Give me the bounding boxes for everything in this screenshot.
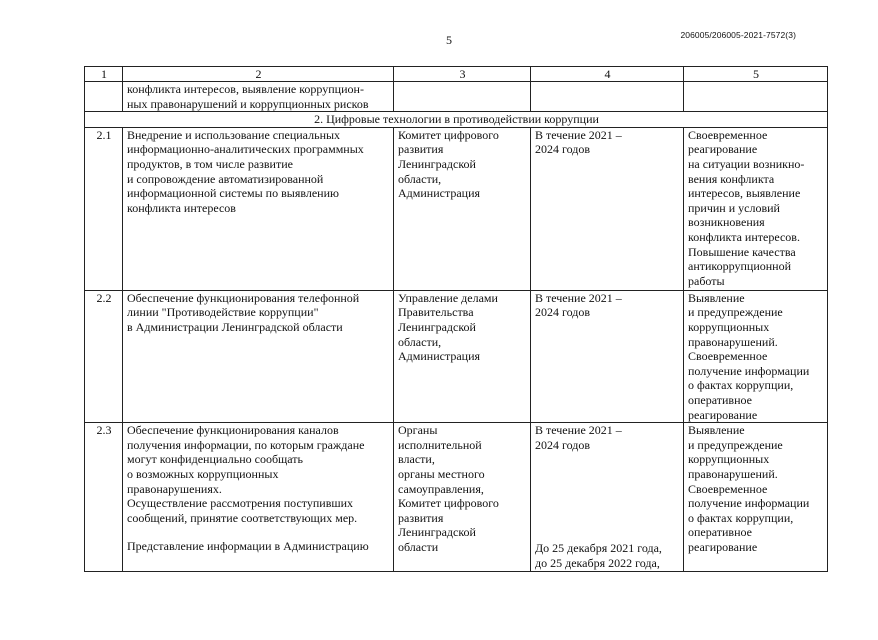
document-id: 206005/206005-2021-7572(3) — [680, 30, 796, 40]
continued-action-cell: конфликта интересов, выявление коррупцион- ных правонарушений и коррупционных рисков — [123, 82, 394, 112]
measures-table — [84, 66, 828, 572]
column-number-2: 2 — [123, 67, 394, 82]
row-number: 2.2 — [85, 290, 123, 422]
action-cell: Внедрение и использование специальных информационно-аналитических программных продуктов, в том числе развитие и сопровождение автоматизированной информационной системы по выявлению конфликта интересов — [123, 127, 394, 290]
term-cell: В течение 2021 – 2024 годов — [531, 290, 684, 422]
table-row — [85, 290, 828, 422]
result-cell: Выявление и предупреждение коррупционных правонарушений. Своевременное получение информации о фактах коррупции, оперативное реагирование — [684, 290, 828, 422]
term-extra-text: До 25 декабря 2021 года, до 25 декабря 2022 года, — [535, 540, 662, 570]
action-cell: Обеспечение функционирования телефонной линии "Противодействие коррупции" в Администрации Ленинградской области — [123, 290, 394, 422]
column-number-5: 5 — [684, 67, 828, 82]
continued-result-cell — [684, 82, 828, 112]
action-cell — [123, 423, 394, 572]
result-cell: Своевременное реагирование на ситуации возникно- вения конфликта интересов, выявление причин и условий возникновения конфликта интересов. Повышение качества антикоррупционной работы — [684, 127, 828, 290]
term-text: В течение 2021 – 2024 годов — [535, 423, 622, 452]
section-title: 2. Цифровые технологии в противодействии коррупции — [85, 112, 828, 128]
column-number-1: 1 — [85, 67, 123, 82]
row-number: 2.1 — [85, 127, 123, 290]
responsible-cell: Управление делами Правительства Ленинградской области, Администрация — [394, 290, 531, 422]
responsible-cell: Комитет цифрового развития Ленинградской области, Администрация — [394, 127, 531, 290]
column-number-3: 3 — [394, 67, 531, 82]
continued-num-cell — [85, 82, 123, 112]
table-row — [85, 423, 828, 572]
action-extra-text: Представление информации в Администрацию — [127, 539, 369, 554]
column-number-4: 4 — [531, 67, 684, 82]
section-row — [85, 112, 828, 128]
term-cell — [531, 423, 684, 572]
result-cell: Выявление и предупреждение коррупционных правонарушений. Своевременное получение информации о фактах коррупции, оперативное реагирование — [684, 423, 828, 572]
table-row — [85, 127, 828, 290]
column-number-row — [85, 67, 828, 82]
page-number: 5 — [446, 33, 452, 47]
continued-responsible-cell — [394, 82, 531, 112]
row-number: 2.3 — [85, 423, 123, 572]
continued-row — [85, 82, 828, 112]
continued-term-cell — [531, 82, 684, 112]
responsible-cell: Органы исполнительной власти, органы местного самоуправления, Комитет цифрового развития Ленинградской области — [394, 423, 531, 572]
term-cell: В течение 2021 – 2024 годов — [531, 127, 684, 290]
action-text: Обеспечение функционирования каналов получения информации, по которым граждане могут конфиденциально сообщать о возможных коррупционных правонарушениях. Осуществление рассмотрения поступивших сообщений, принятие соответствующих мер. — [127, 423, 365, 525]
